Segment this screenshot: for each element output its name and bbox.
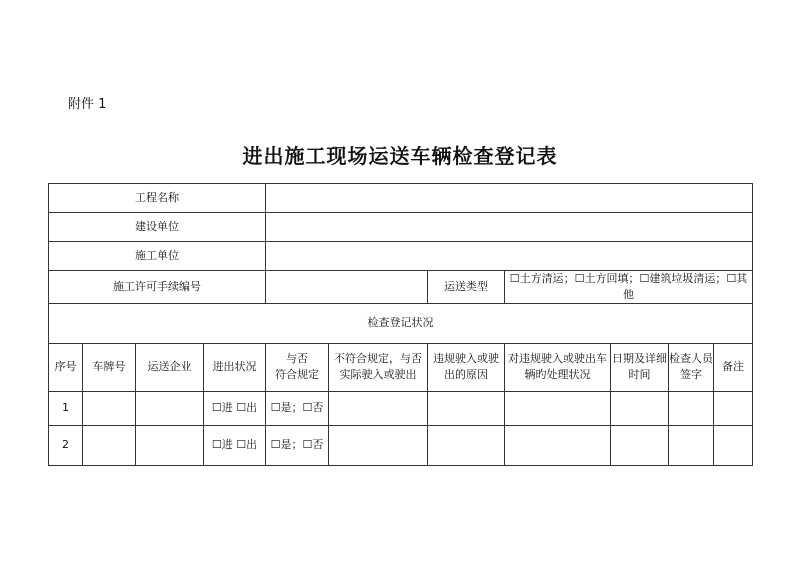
row-datetime[interactable] [611, 391, 669, 425]
project-name-label: 工程名称 [49, 184, 266, 213]
project-name-field[interactable] [266, 184, 753, 213]
transport-type-label: 运送类型 [428, 271, 505, 304]
permit-no-label: 施工许可手续编号 [49, 271, 266, 304]
header-in-out: 进出状况 [204, 343, 266, 391]
row-seq: 1 [49, 391, 83, 425]
header-inspector: 检查人员签字 [669, 343, 714, 391]
row-company[interactable] [136, 391, 204, 425]
row-noncompliant[interactable] [329, 425, 428, 465]
row-plate[interactable] [83, 391, 136, 425]
row-inspector[interactable] [669, 425, 714, 465]
attachment-label: 附件 1 [68, 97, 107, 112]
row-company[interactable] [136, 425, 204, 465]
construction-unit-field[interactable] [266, 213, 753, 242]
header-compliant-line1: 与否 [286, 352, 308, 366]
form-title: 进出施工现场运送车辆检查登记表 [242, 144, 558, 168]
transport-type-options[interactable]: ☐土方清运；☐土方回填；☐建筑垃圾清运；☐其他 [505, 271, 753, 304]
header-plate: 车牌号 [83, 343, 136, 391]
row-remarks[interactable] [714, 425, 753, 465]
section-title: 检查登记状况 [49, 303, 753, 343]
row-in-out-checkbox[interactable]: ☐进 ☐出 [204, 391, 266, 425]
table-row [49, 425, 753, 465]
permit-no-field[interactable] [266, 271, 428, 304]
row-permit-transport [49, 271, 753, 304]
row-reason[interactable] [428, 425, 505, 465]
header-noncompliant: 不符合规定，与否实际驶入或驶出 [329, 343, 428, 391]
row-plate[interactable] [83, 425, 136, 465]
header-handling: 对违规驶入或驶出车辆旳处理状况 [505, 343, 611, 391]
row-compliant-checkbox[interactable]: ☐是；☐否 [266, 425, 329, 465]
header-datetime: 日期及详细时间 [611, 343, 669, 391]
header-remarks: 备注 [714, 343, 753, 391]
row-seq: 2 [49, 425, 83, 465]
row-in-out-checkbox[interactable]: ☐进 ☐出 [204, 425, 266, 465]
row-construction-unit [49, 213, 753, 242]
inspection-form-table [48, 183, 753, 466]
row-handling[interactable] [505, 391, 611, 425]
header-seq: 序号 [49, 343, 83, 391]
row-noncompliant[interactable] [329, 391, 428, 425]
row-inspector[interactable] [669, 391, 714, 425]
row-contractor-unit [49, 242, 753, 271]
header-company: 运送企业 [136, 343, 204, 391]
contractor-unit-label: 施工单位 [49, 242, 266, 271]
row-reason[interactable] [428, 391, 505, 425]
row-remarks[interactable] [714, 391, 753, 425]
row-compliant-checkbox[interactable]: ☐是；☐否 [266, 391, 329, 425]
row-section-title [49, 303, 753, 343]
row-handling[interactable] [505, 425, 611, 465]
header-reason: 违规驶入或驶出的原因 [428, 343, 505, 391]
row-datetime[interactable] [611, 425, 669, 465]
row-project-name [49, 184, 753, 213]
table-row [49, 391, 753, 425]
contractor-unit-field[interactable] [266, 242, 753, 271]
construction-unit-label: 建设单位 [49, 213, 266, 242]
header-compliant-line2: 符合规定 [275, 368, 319, 382]
header-compliant [266, 343, 329, 391]
row-column-headers [49, 343, 753, 391]
